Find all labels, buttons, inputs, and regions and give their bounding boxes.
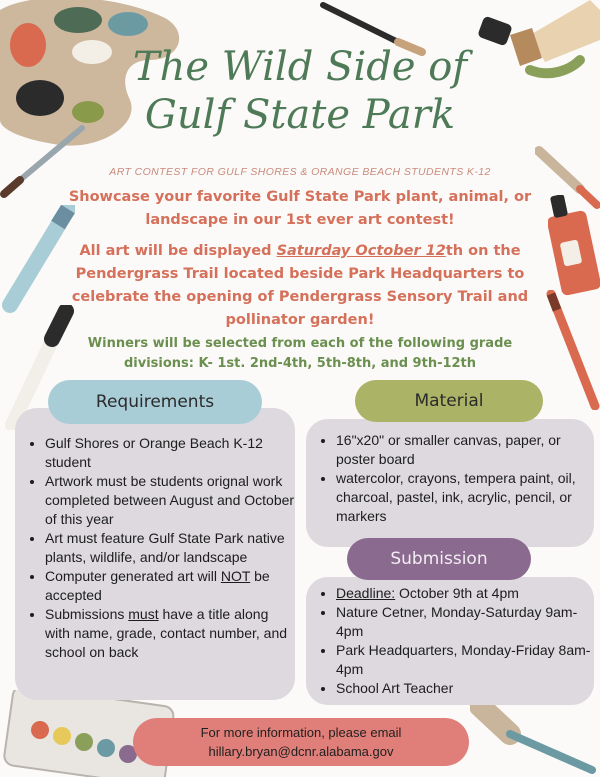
requirement-text: have a title along with name, grade, contact number, and school on back [45, 606, 288, 660]
requirement-item [45, 567, 295, 605]
pencil-icon [545, 290, 600, 410]
display-text-after: th on the Pendergrass Trail located beside Park Headquarters to celebrate the opening of Pendergrass Sensory Trail and pollinator garden! [71, 243, 529, 328]
submission-heading: Submission [347, 538, 531, 580]
display-text-before: All art will be displayed [79, 243, 277, 259]
requirement-emphasis: must [128, 606, 159, 622]
requirement-text: Computer generated art will [45, 568, 221, 584]
title-line-1: The Wild Side of [132, 44, 468, 90]
footer-text: For more information, please email [200, 725, 402, 740]
page-title [0, 44, 600, 140]
deadline-label: Deadline: [336, 585, 396, 601]
requirements-heading: Requirements [48, 380, 262, 424]
contact-footer [133, 718, 469, 766]
display-details-paragraph [60, 240, 540, 332]
subtitle: ART CONTEST FOR GULF SHORES & ORANGE BEACH STUDENTS K-12 [109, 166, 491, 178]
submission-item: • Park Headquarters, Monday-Friday 8am-4pm [336, 641, 594, 679]
material-heading: Material [355, 380, 543, 422]
requirement-item: • Artwork must be students orignal work completed between August and October of this year [45, 472, 295, 529]
submission-item: • School Art Teacher [336, 679, 594, 698]
requirement-emphasis: NOT [220, 568, 251, 584]
submission-card [306, 577, 594, 705]
submission-item: • Nature Cetner, Monday-Saturday 9am-4pm [336, 603, 594, 641]
paint-tube-icon [548, 195, 600, 305]
requirement-item: • Art must feature Gulf State Park native plants, wildlife, and/or landscape [45, 529, 295, 567]
requirement-text: Submissions [45, 606, 129, 622]
deadline-value: October 9th at 4pm [395, 585, 519, 601]
material-item: • watercolor, crayons, tempera paint, oil, charcoal, pastel, ink, acrylic, pencil, or markers [336, 469, 594, 526]
paintbrush-icon [470, 700, 600, 777]
requirement-item [45, 605, 295, 662]
requirements-card [15, 408, 295, 700]
requirement-item: • Gulf Shores or Orange Beach K-12 student [45, 434, 295, 472]
intro-paragraph: Showcase your favorite Gulf State Park plant, animal, or landscape in our 1st ever art contest! [68, 189, 532, 228]
title-line-2: Gulf State Park [144, 92, 456, 138]
submission-item [336, 584, 594, 603]
requirement-text: be accepted [45, 568, 270, 603]
grade-divisions-paragraph: Winners will be selected from each of the following grade divisions: K- 1st. 2nd-4th, 5th-8th, and 9th-12th [87, 336, 513, 371]
material-item: • 16"x20" or smaller canvas, paper, or poster board [336, 431, 594, 469]
material-card [306, 419, 594, 547]
contact-email-link[interactable]: hillary.bryan@dcnr.alabama.gov [208, 744, 394, 759]
display-date: Saturday October 12 [276, 243, 446, 259]
